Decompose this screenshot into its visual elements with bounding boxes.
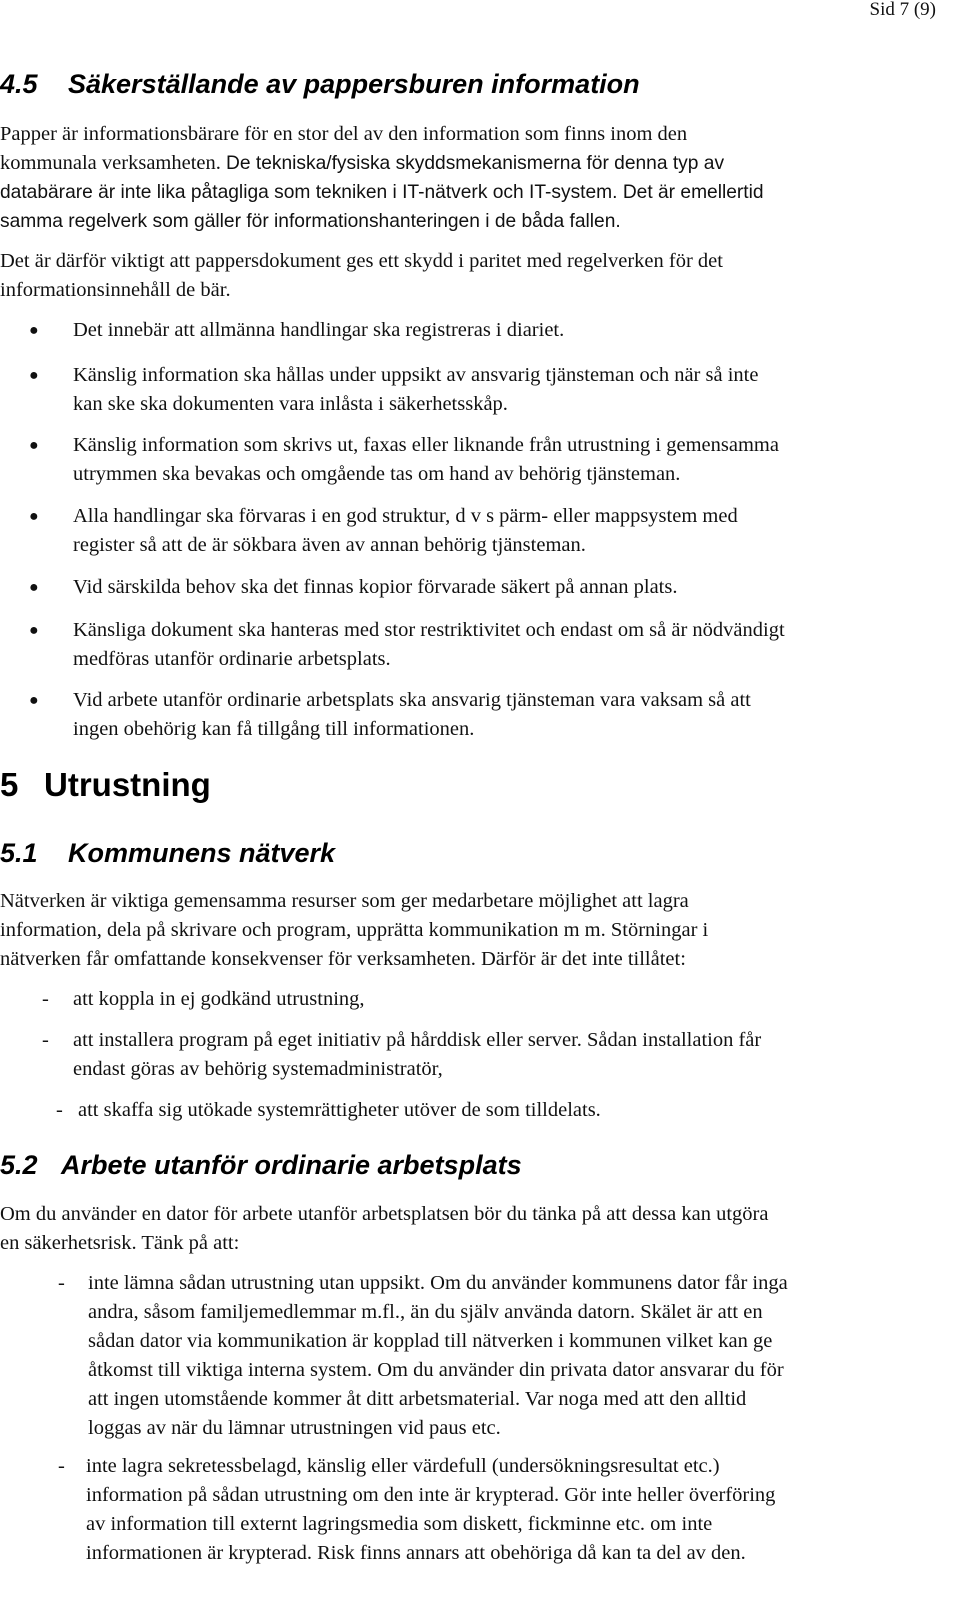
paragraph-line: nätverken får omfattande konsekvenser för verksamheten. Därför är det inte tillåtet: (0, 948, 686, 970)
bullet-text (73, 361, 758, 419)
section-5-heading (0, 766, 211, 804)
dash-marker: - (58, 1272, 65, 1294)
dash-text (73, 985, 365, 1014)
section-4-5-number: 4.5 (0, 69, 38, 99)
bullet-line: Det innebär att allmänna handlingar ska registreras i diariet. (73, 319, 565, 341)
bullet-line: Känsliga dokument ska hanteras med stor restriktivitet och endast om så är nödvändigt (73, 619, 785, 641)
bullet-icon: ● (29, 579, 39, 596)
bullet-icon: ● (29, 367, 39, 384)
dash-text (73, 1026, 761, 1084)
dash-line: information på sådan utrustning om den inte är krypterad. Gör inte heller överföring (86, 1484, 776, 1506)
bullet-line: Känslig information ska hållas under uppsikt av ansvarig tjänsteman och när så inte (73, 364, 759, 386)
bullet-icon: ● (29, 437, 39, 454)
section-4-5-heading (0, 68, 640, 100)
dash-line: loggas av när du lämnar utrustningen vid paus etc. (88, 1417, 501, 1439)
section-4-5-intro (0, 120, 950, 236)
dash-text (86, 1452, 775, 1568)
paragraph-line: information, dela på skrivare och program, upprätta kommunikation m m. Störningar i (0, 919, 709, 941)
intro-line: Papper är informationsbärare för en stor del av den information som finns inom den (0, 123, 688, 145)
section-5-1-intro (0, 887, 950, 974)
dash-marker: - (42, 1029, 49, 1051)
section-5-2-intro (0, 1200, 950, 1258)
dash-line: inte lagra sekretessbelagd, känslig eller värdefull (undersökningsresultat etc.) (86, 1455, 720, 1477)
dash-line: åtkomst till viktiga interna system. Om du använder din privata dator ansvarar du för (88, 1359, 784, 1381)
dash-line: att koppla in ej godkänd utrustning, (73, 988, 365, 1010)
intro-line-part: kommunala verksamheten. (0, 152, 227, 174)
paragraph-line: Nätverken är viktiga gemensamma resurser som ger medarbetare möjlighet att lagra (0, 890, 689, 912)
dash-line: att skaffa sig utökade systemrättigheter utöver de som tilldelats. (78, 1099, 601, 1121)
dash-line: sådan dator via kommunikation är kopplad till nätverken i kommunen vilket kan ge (88, 1330, 773, 1352)
bullet-text (73, 502, 738, 560)
bullet-line: Vid särskilda behov ska det finnas kopior förvarade säkert på annan plats. (73, 576, 678, 598)
bullet-text (73, 573, 677, 602)
bullet-line: kan ske ska dokumenten vara inlåsta i säkerhetsskåp. (73, 393, 508, 415)
section-5-2-number: 5.2 (0, 1150, 38, 1180)
bullet-text (73, 431, 779, 489)
bullet-line: medföras utanför ordinarie arbetsplats. (73, 648, 391, 670)
bullet-line: ingen obehörig kan få tillgång till informationen. (73, 718, 475, 740)
intro-line (0, 149, 950, 178)
page-number: Sid 7 (9) (869, 0, 936, 20)
bullet-line: Känslig information som skrivs ut, faxas eller liknande från utrustning i gemensamma (73, 434, 779, 456)
section-4-5-paragraph-2 (0, 247, 950, 305)
section-5-2-heading (0, 1149, 522, 1181)
dash-line: andra, såsom familjemedlemmar m.fl., än du själv använda datorn. Skälet är att en (88, 1301, 763, 1323)
bullet-icon: ● (29, 692, 39, 709)
dash-line: inte lämna sådan utrustning utan uppsikt. Om du använder kommunens dator får inga (88, 1272, 788, 1294)
dash-line: av information till externt lagringsmedia som diskett, fickminne etc. om inte (86, 1513, 713, 1535)
section-5-title: Utrustning (44, 766, 211, 803)
dash-line: informationen är krypterad. Risk finns annars att obehöriga då kan ta del av den. (86, 1542, 746, 1564)
dash-marker: - (56, 1099, 63, 1121)
bullet-icon: ● (29, 322, 39, 339)
section-5-number: 5 (0, 766, 19, 803)
dash-marker: - (42, 988, 49, 1010)
section-5-1-number: 5.1 (0, 838, 38, 868)
intro-line-part: De tekniska/fysiska skyddsmekanismerna för denna typ av (226, 153, 725, 174)
paragraph-line: Det är därför viktigt att pappersdokument ges ett skydd i paritet med regelverken för det (0, 250, 723, 272)
bullet-line: utrymmen ska bevakas och omgående tas om hand av behörig tjänsteman. (73, 463, 681, 485)
bullet-line: Vid arbete utanför ordinarie arbetsplats ska ansvarig tjänsteman vara vaksam så att (73, 689, 751, 711)
bullet-icon: ● (29, 622, 39, 639)
dash-marker: - (58, 1455, 65, 1477)
dash-line: endast göras av behörig systemadministratör, (73, 1058, 443, 1080)
bullet-line: register så att de är sökbara även av annan behörig tjänsteman. (73, 534, 586, 556)
dash-text (88, 1269, 788, 1443)
section-4-5-title: Säkerställande av pappersburen information (68, 69, 640, 99)
section-5-1-title: Kommunens nätverk (68, 838, 336, 868)
bullet-text (73, 616, 785, 674)
bullet-line: Alla handlingar ska förvaras i en god struktur, d v s pärm- eller mappsystem med (73, 505, 738, 527)
dash-line: att installera program på eget initiativ på hårddisk eller server. Sådan installation får (73, 1029, 762, 1051)
bullet-text (73, 686, 751, 744)
section-5-1-heading (0, 837, 335, 869)
dash-text (78, 1096, 601, 1125)
dash-line: att ingen utomstående kommer åt ditt arbetsmaterial. Var noga med att den alltid (88, 1388, 747, 1410)
bullet-icon: ● (29, 508, 39, 525)
paragraph-line: Om du använder en dator för arbete utanför arbetsplatsen bör du tänka på att dessa kan utgöra (0, 1203, 769, 1225)
section-5-2-title: Arbete utanför ordinarie arbetsplats (61, 1150, 522, 1180)
intro-line: databärare är inte lika påtagliga som tekniken i IT-nätverk och IT-system. Det är emellertid (0, 182, 764, 203)
paragraph-line: informationsinnehåll de bär. (0, 279, 231, 301)
paragraph-line: en säkerhetsrisk. Tänk på att: (0, 1232, 240, 1254)
intro-line: samma regelverk som gäller för informationshanteringen i de båda fallen. (0, 211, 621, 232)
bullet-text (73, 316, 564, 345)
